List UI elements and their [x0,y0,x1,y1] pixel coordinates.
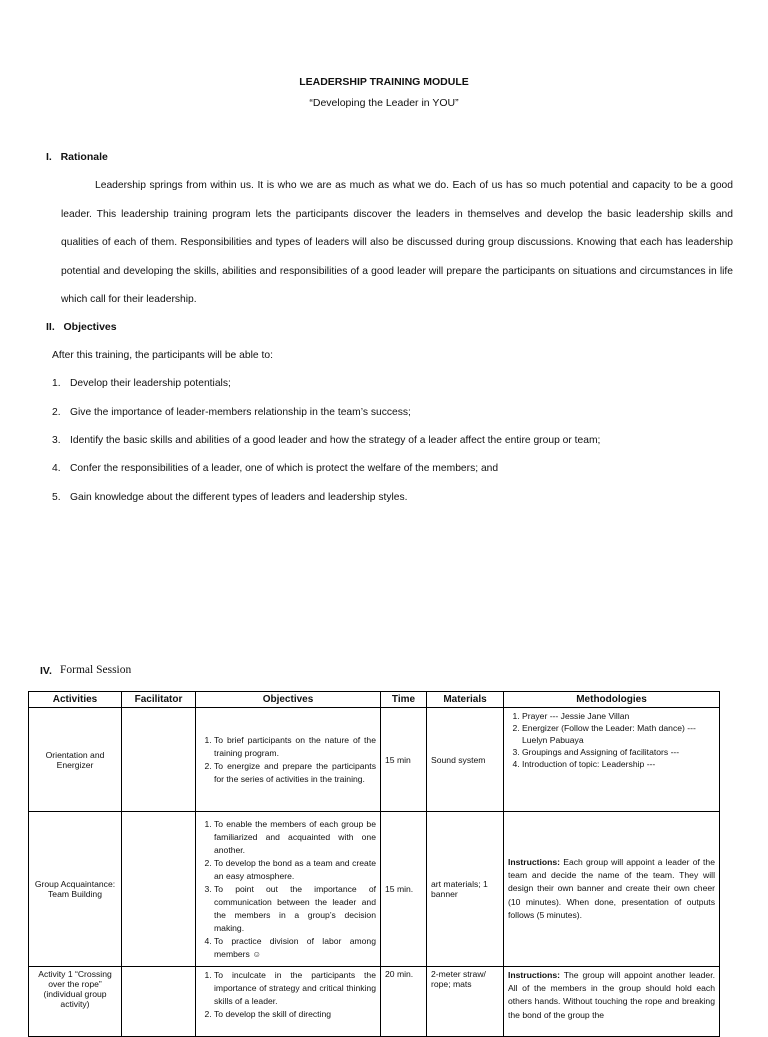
table-header-row [29,692,720,708]
objectives-cell [196,812,381,967]
document-subtitle: “Developing the Leader in YOU” [309,97,459,109]
objective-number: 1. [52,378,61,389]
method-entry: 4. Introduction of topic: Leadership --- [522,758,715,770]
table-row [29,708,720,812]
facilitator-cell [122,812,196,967]
materials-cell: art materials; 1 banner [427,812,504,967]
column-header: Facilitator [122,692,196,708]
materials-cell: 2-meter straw/ rope; mats [427,967,504,1037]
methodologies-cell [504,812,720,967]
column-header: Activities [29,692,122,708]
table-row [29,812,720,967]
objectives-cell [196,708,381,812]
methodologies-cell [504,708,720,812]
time-cell: 20 min. [381,967,427,1037]
objective-entry: 2. To develop the skill of directing [214,1008,376,1021]
column-header: Methodologies [504,692,720,708]
column-header: Time [381,692,427,708]
objective-entry: 1. To inculcate in the participants the importance of strategy and critical thinking skills of a leader. [214,969,376,1008]
materials-cell: Sound system [427,708,504,812]
instructions-text: Each group will appoint a leader of the team and decide the name of the team. They will design their own banner and create their own cheer (10 minutes). When done, presentation of outputs follows (5 minutes). [508,856,715,920]
objectives-intro: After this training, the participants will be able to: [52,350,273,361]
rationale-text: Leadership springs from within us. It is who we are as much as what we do. Each of us has so much potential and capacity to be a good leader. This leadership training program lets the participants discover the leaders in themselves and develop the basic leadership skills and qualities of each of them. Responsibilities and types of leaders will also be discussed during group discussions. Knowing that each has leadership potential and developing the skills, abilities and responsibilities of a good leader will prepare the participants on situations and circumstances in life which call for their leadership. [61,180,733,305]
session-table [28,691,720,1037]
objective-item: Give the importance of leader-members relationship in the team’s success; [70,407,411,418]
objective-item: Confer the responsibilities of a leader, one of which is protect the welfare of the members; and [70,463,499,474]
column-header: Objectives [196,692,381,708]
objective-entry: 1. To brief participants on the nature of the training program. [214,734,376,760]
objective-entry: 4. To practice division of labor among members ☺ [214,935,376,961]
objective-entry: 2. To energize and prepare the participants for the series of activities in the training. [214,760,376,786]
rationale-paragraph [61,172,733,315]
method-entry: 3. Groupings and Assigning of facilitators --- [522,746,715,758]
method-entry: 1. Prayer --- Jessie Jane Villan [522,710,715,722]
objective-number: 2. [52,407,61,418]
activity-cell: Orientation and Energizer [29,708,122,812]
objective-entry: 3. To point out the importance of communication between the leader and the members in a group’s decision making. [214,883,376,935]
method-entry: 2. Energizer (Follow the Leader: Math dance) ---Luelyn Pabuaya [522,722,715,746]
time-cell: 15 min [381,708,427,812]
activity-cell: Group Acquaintance: Team Building [29,812,122,967]
facilitator-cell [122,967,196,1037]
rationale-heading: I. Rationale [46,151,108,163]
objective-number: 5. [52,492,61,503]
objective-item: Develop their leadership potentials; [70,378,231,389]
formal-session-label: Formal Session [60,664,132,676]
activity-cell: Activity 1 “Crossing over the rope” (individual group activity) [29,967,122,1037]
table-row [29,967,720,1037]
document-title: LEADERSHIP TRAINING MODULE [299,76,469,88]
objectives-heading: II. Objectives [46,321,117,333]
column-header: Materials [427,692,504,708]
instructions-text: The group will appoint another leader. All of the members in the group should hold each others hands. Without touching the rope and breaking the bond of the group the [508,970,715,1020]
objective-number: 4. [52,463,61,474]
time-cell: 15 min. [381,812,427,967]
objective-item: Gain knowledge about the different types of leaders and leadership styles. [70,492,408,503]
objective-entry: 1. To enable the members of each group be familiarized and acquainted with one another. [214,818,376,857]
objective-item: Identify the basic skills and abilities of a good leader and how the strategy of a leader affect the entire group or team; [70,435,601,446]
objective-entry: 2. To develop the bond as a team and create an easy atmosphere. [214,857,376,883]
facilitator-cell [122,708,196,812]
methodologies-cell [504,967,720,1037]
instructions-label: Instructions: [508,970,561,980]
instructions-label: Instructions: [508,856,561,867]
objective-number: 3. [52,435,61,446]
formal-session-number: IV. [40,665,52,677]
objectives-cell [196,967,381,1037]
